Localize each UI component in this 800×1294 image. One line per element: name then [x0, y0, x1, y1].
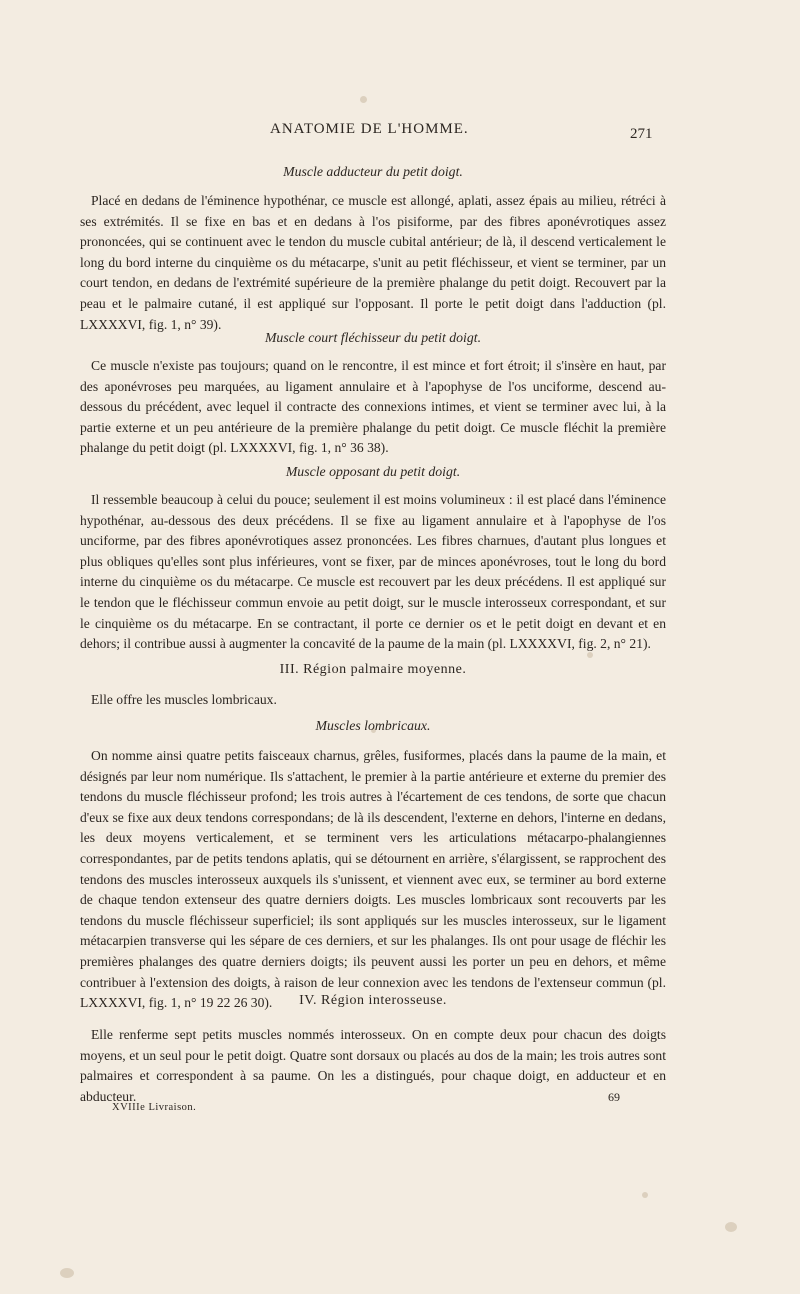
region-heading: IV. Région interosseuse. — [299, 993, 447, 1008]
foxing-spot — [725, 1222, 737, 1232]
section-body: Ce muscle n'existe pas toujours; quand on le rencontre, il est mince et fort étroit; il s'insère en haut, par des aponévroses peu marquées, au ligament annulaire et à l'apophyse de l'os unciforme, descend au-dessous du précédent, avec lequel il contracte des connexions intimes, et vient se terminer avec lui, à la partie externe et un peu antérieure de la première phalange du petit doigt. Ce muscle fléchit la première phalange du petit doigt (pl. LXXXXVI, fig. 1, n° 36 38). — [80, 358, 666, 456]
livraison-mark: XVIIIe Livraison. — [112, 1102, 197, 1113]
foxing-spot — [60, 1268, 74, 1278]
running-head: ANATOMIE DE L'HOMME. — [270, 121, 469, 137]
foxing-spot — [360, 96, 367, 103]
section-heading: Muscle court fléchisseur du petit doigt. — [264, 330, 482, 345]
region-heading: III. Région palmaire moyenne. — [279, 662, 467, 677]
section-body: Placé en dedans de l'éminence hypothénar, ce muscle est allongé, aplati, assez épais au milieu, rétréci à ses extrémités. Il se fixe en bas et en dedans à l'os pisiforme, par des fibres aponévrotiques assez prononcées, qui se continuent avec le tendon du muscle cubital antérieur; de là, il descend verticalement le long du bord interne du cinquième os du métacarpe, s'unit au petit fléchisseur, et vient se terminer, par un court tendon, en dedans de l'extrémité supérieure de la première phalange du petit doigt. Recouvert par la peau et le palmaire cutané, il est appliqué sur l'opposant. Il porte le petit doigt dans l'adduction (pl. LXXXXVI, fig. 1, n° 39). — [80, 193, 666, 332]
section-body: Elle renferme sept petits muscles nommés interosseux. On en compte deux pour chacun des doigts moyens, et un seul pour le petit doigt. Quatre sont dorsaux ou placés au dos de la main; les trois autres sont palmaires et correspondent à sa paume. On les a distingués, pour chaque doigt, en adducteur et en abducteur. — [80, 1027, 666, 1104]
page-number: 271 — [630, 126, 653, 142]
foxing-spot — [642, 1192, 648, 1198]
section-body: Il ressemble beaucoup à celui du pouce; seulement il est moins volumineux : il est placé dans l'éminence hypothénar, au-dessous des deux précédens. Il se fixe au ligament annulaire et à l'apophyse de l'os unciforme, par des fibres aponévrotiques assez prononcées. Les fibres charnues, d'autant plus longues et plus obliques qu'elles sont plus inférieures, vont se fixer, par de minces aponévroses, tout le long du bord interne du cinquième os du métacarpe. Ce muscle est recouvert par les deux précédens. Il est appliqué sur le tendon que le fléchisseur commun envoie au petit doigt, sur le muscle interosseux correspondant, et sur le cinquième os du métacarpe. En se contractant, il porte ce dernier os et le petit doigt en devant et en dehors; il contribue aussi à augmenter la concavité de la paume de la main (pl. LXXXXVI, fig. 2, n° 21). — [80, 492, 666, 652]
section-heading: Muscle opposant du petit doigt. — [285, 464, 461, 479]
region-intro: Elle offre les muscles lombricaux. — [91, 692, 277, 707]
signature-mark: 69 — [608, 1090, 620, 1104]
section-heading: Muscle adducteur du petit doigt. — [283, 164, 463, 179]
section-heading: Muscles lombricaux. — [315, 718, 431, 733]
section-body: On nomme ainsi quatre petits faisceaux charnus, grêles, fusiformes, placés dans la paume de la main, et désignés par leur nom numérique. Ils s'attachent, le premier à la partie antérieure et externe du premier des tendons du muscle fléchisseur profond; les trois autres à l'écartement de ces tendons, de sorte que chacun d'eux se fixe aux deux tendons correspondans; de là ils descendent, l'externe en dehors, l'interne en dedans, les deux moyens verticalement, et se terminent vers les articulations métacarpo-phalangiennes correspondantes, par de petits tendons aplatis, qui se détournent en arrière, s'élargissent, se rapprochent des tendons des muscles interosseux auxquels ils s'unissent, et viennent avec eux, se terminer au bord externe de chaque tendon extenseur des quatre derniers doigts. Les muscles lombricaux sont recouverts par les tendons du muscle fléchisseur superficiel; ils sont appliqués sur les muscles interosseux, sur le ligament métacarpien transverse qui les sépare de ces derniers, et sur les phalanges. Ils ont pour usage de fléchir les premières phalanges des quatre derniers doigts; ils peuvent aussi les porter un peu en dehors, et même contribuer à l'extension des doigts, à raison de leur connexion avec les tendons de l'extenseur commun (pl. LXXXXVI, fig. 1, n° 19 22 26 30). — [80, 748, 666, 1011]
